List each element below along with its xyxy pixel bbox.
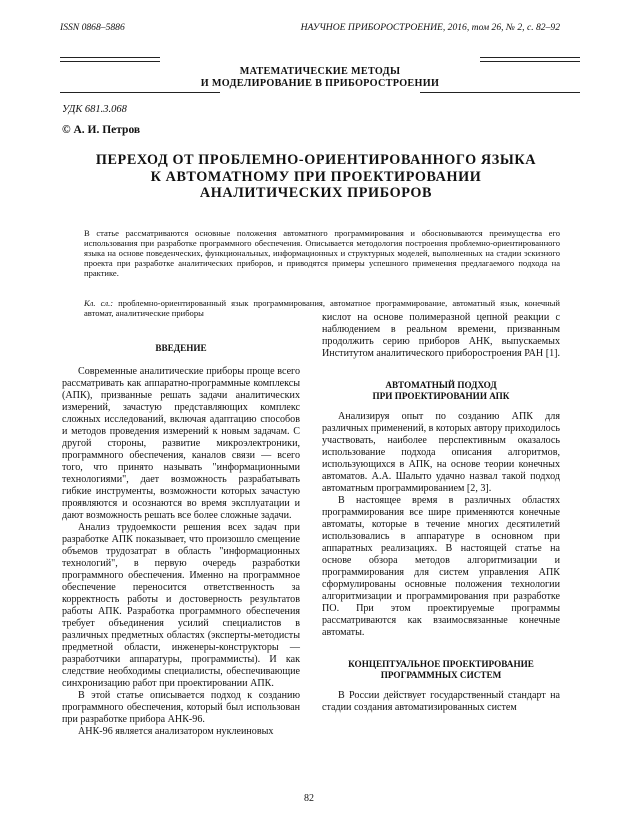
introduction-heading: ВВЕДЕНИЕ bbox=[155, 343, 207, 353]
left-column bbox=[62, 343, 300, 738]
paragraph: кислот на основе полимеразной цепной реакции с наблюдением в реальном времени, призванным продолжить серию приборов АНК, выпускаемых Институтом аналитического приборостроения РАН [1]. bbox=[322, 312, 561, 359]
keywords-label: Кл. сл.: bbox=[84, 298, 114, 308]
automaton-approach-heading bbox=[322, 380, 560, 401]
heading-line: АВТОМАТНЫЙ ПОДХОД bbox=[385, 380, 497, 390]
section-rule-left bbox=[60, 57, 160, 62]
section-title-line2: И МОДЕЛИРОВАНИЕ В ПРИБОРОСТРОЕНИИ bbox=[200, 77, 440, 89]
heading-line: КОНЦЕПТУАЛЬНОЕ ПРОЕКТИРОВАНИЕ bbox=[348, 659, 534, 669]
running-header bbox=[60, 22, 560, 36]
abstract: В статье рассматриваются основные положения автоматного программирования и обосновываются преимущества его использования при разработке программного обеспечения. Описывается методология построения проблемно-ориентированного языка на основе поведенческих, функциональных, информационных и структурных моделей, выполненных на стадии эскизного проекта при разработке аналитических приборов, и приводятся примеры успешного применения предлагаемого подхода на практике. bbox=[84, 228, 560, 279]
paragraph: В России действует государственный стандарт на стадии создания автоматизированных систем bbox=[322, 690, 560, 713]
heading-line: ПРОГРАММНЫХ СИСТЕМ bbox=[380, 669, 502, 680]
section-underline-right bbox=[420, 92, 580, 93]
section-title bbox=[160, 66, 480, 89]
paragraph: Анализируя опыт по созданию АПК для различных применений, в которых автору приходилось участвовать, наиболее перспективным оказалось использование подхода описания алгоритмов, использующихся в АПК, на основе теории конечных автоматов. А.А. Шалыто удачно назвал такой подход автоматным программированием [2, 3]. bbox=[322, 411, 560, 494]
conceptual-design-heading bbox=[322, 659, 560, 680]
keywords-text: проблемно-ориентированный язык программирования, автоматное программирование, автоматный язык, конечный автомат, аналитические приборы bbox=[84, 298, 561, 319]
paper-title-line2: К АВТОМАТНОМУ ПРИ ПРОЕКТИРОВАНИИ bbox=[150, 168, 482, 185]
section-underline-left bbox=[60, 92, 220, 93]
heading-line: ПРИ ПРОЕКТИРОВАНИИ АПК bbox=[372, 390, 510, 401]
paragraph: Анализ трудоемкости решения всех задач при разработке АПК показывает, что произошло смещение объемов трудозатрат в область "информационных технологий", в первую очередь разработки программного обеспечения. Именно на программное обеспечение переносится ответственность за корректность работы и достоверность результатов работы АПК. Разработка программного обеспечения требует объединения усилий специалистов в различных предметных областях (эксперты-методисты предметной области, инженеры-конструкторы — разработчики аппаратуры, программисты). И как следствие необходимы специалисты, обеспечивающие синхронизацию работ при проектировании АПК. bbox=[62, 521, 300, 689]
paper-title-line3: АНАЛИТИЧЕСКИХ ПРИБОРОВ bbox=[199, 185, 433, 201]
section-title-line1: МАТЕМАТИЧЕСКИЕ МЕТОДЫ bbox=[239, 66, 401, 77]
udk-code: УДК 681.3.068 bbox=[62, 104, 127, 115]
journal-citation: НАУЧНОЕ ПРИБОРОСТРОЕНИЕ, 2016, том 26, № 2, c. 82–92 bbox=[300, 22, 560, 33]
paragraph: АНК-96 является анализатором нуклеиновых bbox=[78, 725, 274, 737]
right-column bbox=[322, 312, 560, 714]
author: © А. И. Петров bbox=[62, 124, 141, 136]
paragraph: В настоящее время в различных областях программирования все шире применяются конечные автоматы, которые в течение многих десятилетий использовались в аппаратуре в основном при аппаратных реализациях. В настоящей статье на основе обзора методов алгоритмизации и программирования для систем управления АПК сформулированы основные положения технологии алгоритмизации и программирования при разработке ПО. При этом проектируемые программы рассматриваются как взаимосвязанные конечные автоматы. bbox=[322, 495, 560, 638]
page-number: 82 bbox=[304, 793, 314, 804]
paragraph: В этой статье описывается подход к созданию программного обеспечения, который был использован при разработке прибора АНК-96. bbox=[62, 689, 300, 725]
paper-title-line1: ПЕРЕХОД ОТ ПРОБЛЕМНО-ОРИЕНТИРОВАННОГО ЯЗЫКА bbox=[95, 152, 537, 168]
paragraph: Современные аналитические приборы проще всего рассматривать как аппаратно-программные комплексы (АПК), призванные решать задачи аналитических измерений, зачастую представляющих комплекс сложных исследований, включая адаптацию способов и методов проведения измерений к новым задачам. С другой стороны, развитие микроэлектроники, программного обеспечения, каналов связи — всего того, что принято называть "информационными технологиями", дает возможность разрабатывать гибкие инструменты, возможности которых зачастую проявляются и осознаются во время эксплуатации и дают возможность решать все более сложные задачи. bbox=[62, 365, 300, 521]
paper-title bbox=[70, 152, 562, 202]
issn: ISSN 0868–5886 bbox=[60, 22, 125, 33]
section-rule-right bbox=[480, 57, 580, 62]
